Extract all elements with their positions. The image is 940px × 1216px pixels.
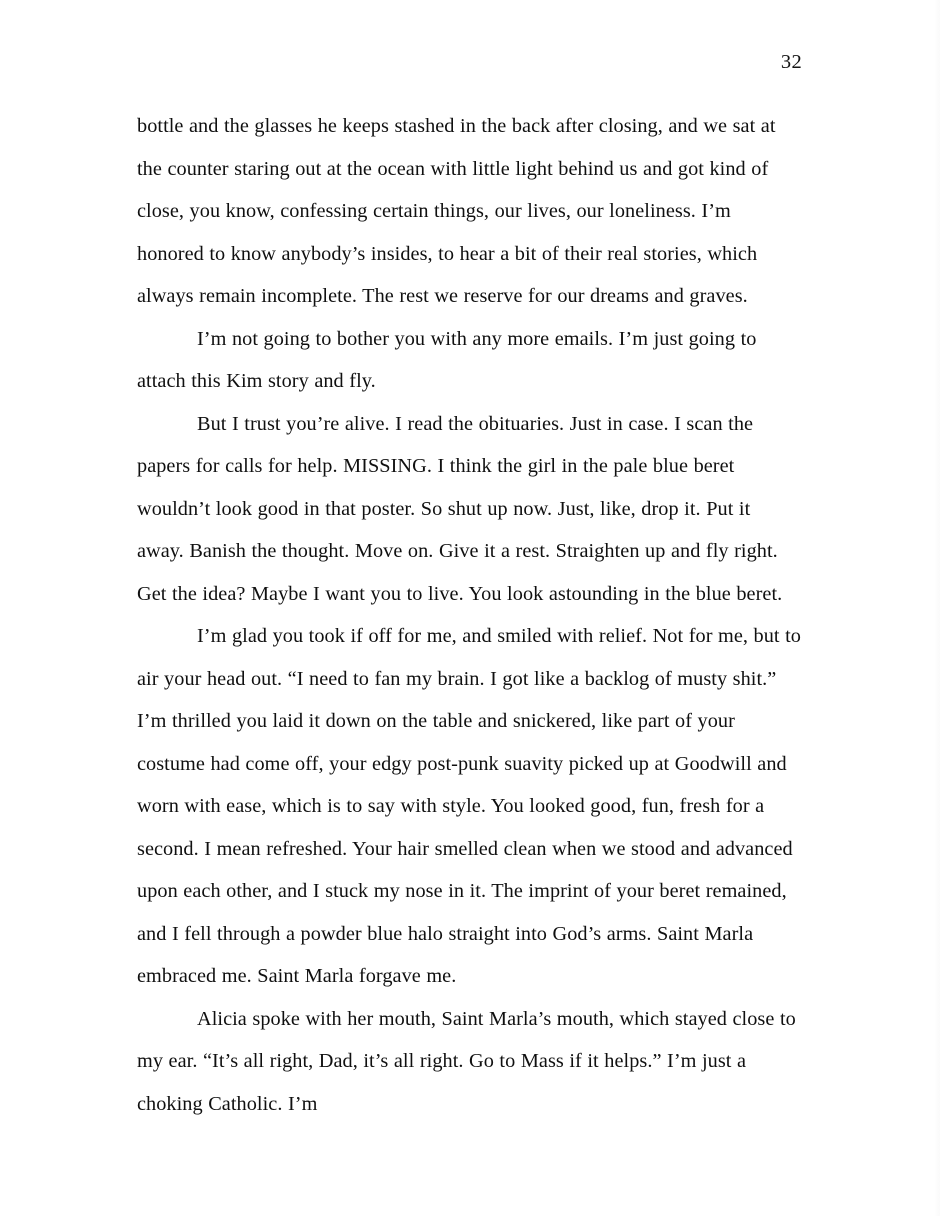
paragraph-2: I’m not going to bother you with any more emails. I’m just going to attach this Kim story and fly.	[137, 327, 757, 392]
paragraph-4: I’m glad you took if off for me, and smiled with relief. Not for me, but to air your head out. “I need to fan my brain. I got like a backlog of musty shit.” I’m thrilled you laid it down on the table and snickered, like part of your costume had come off, your edgy post-punk suavity picked up at Goodwill and worn with ease, which is to say with style. You looked good, fun, fresh for a second. I mean refreshed. Your hair smelled clean when we stood and advanced upon each other, and I stuck my nose in it. The imprint of your beret remained, and I fell through a powder blue halo straight into God’s arms. Saint Marla embraced me. Saint Marla forgave me.	[137, 625, 801, 987]
body-text-block	[137, 105, 801, 1125]
paragraph-3: But I trust you’re alive. I read the obituaries. Just in case. I scan the papers for calls for help. MISSING. I think the girl in the pale blue beret wouldn’t look good in that poster. So shut up now. Just, like, drop it. Put it away. Banish the thought. Move on. Give it a rest. Straighten up and fly right. Get the idea? Maybe I want you to live. You look astounding in the blue beret.	[137, 412, 783, 605]
paragraph-5: Alicia spoke with her mouth, Saint Marla’s mouth, which stayed close to my ear. “It’s all right, Dad, it’s all right. Go to Mass if it helps.” I’m just a choking Catholic. I’m	[137, 1007, 796, 1115]
scan-edge-shading	[934, 0, 940, 1216]
page-number: 32	[780, 51, 802, 73]
paragraph-1: bottle and the glasses he keeps stashed in the back after closing, and we sat at the counter staring out at the ocean with little light behind us and got kind of close, you know, confessing certain things, our lives, our loneliness. I’m honored to know anybody’s insides, to hear a bit of their real stories, which always remain incomplete. The rest we reserve for our dreams and graves.	[137, 115, 776, 307]
